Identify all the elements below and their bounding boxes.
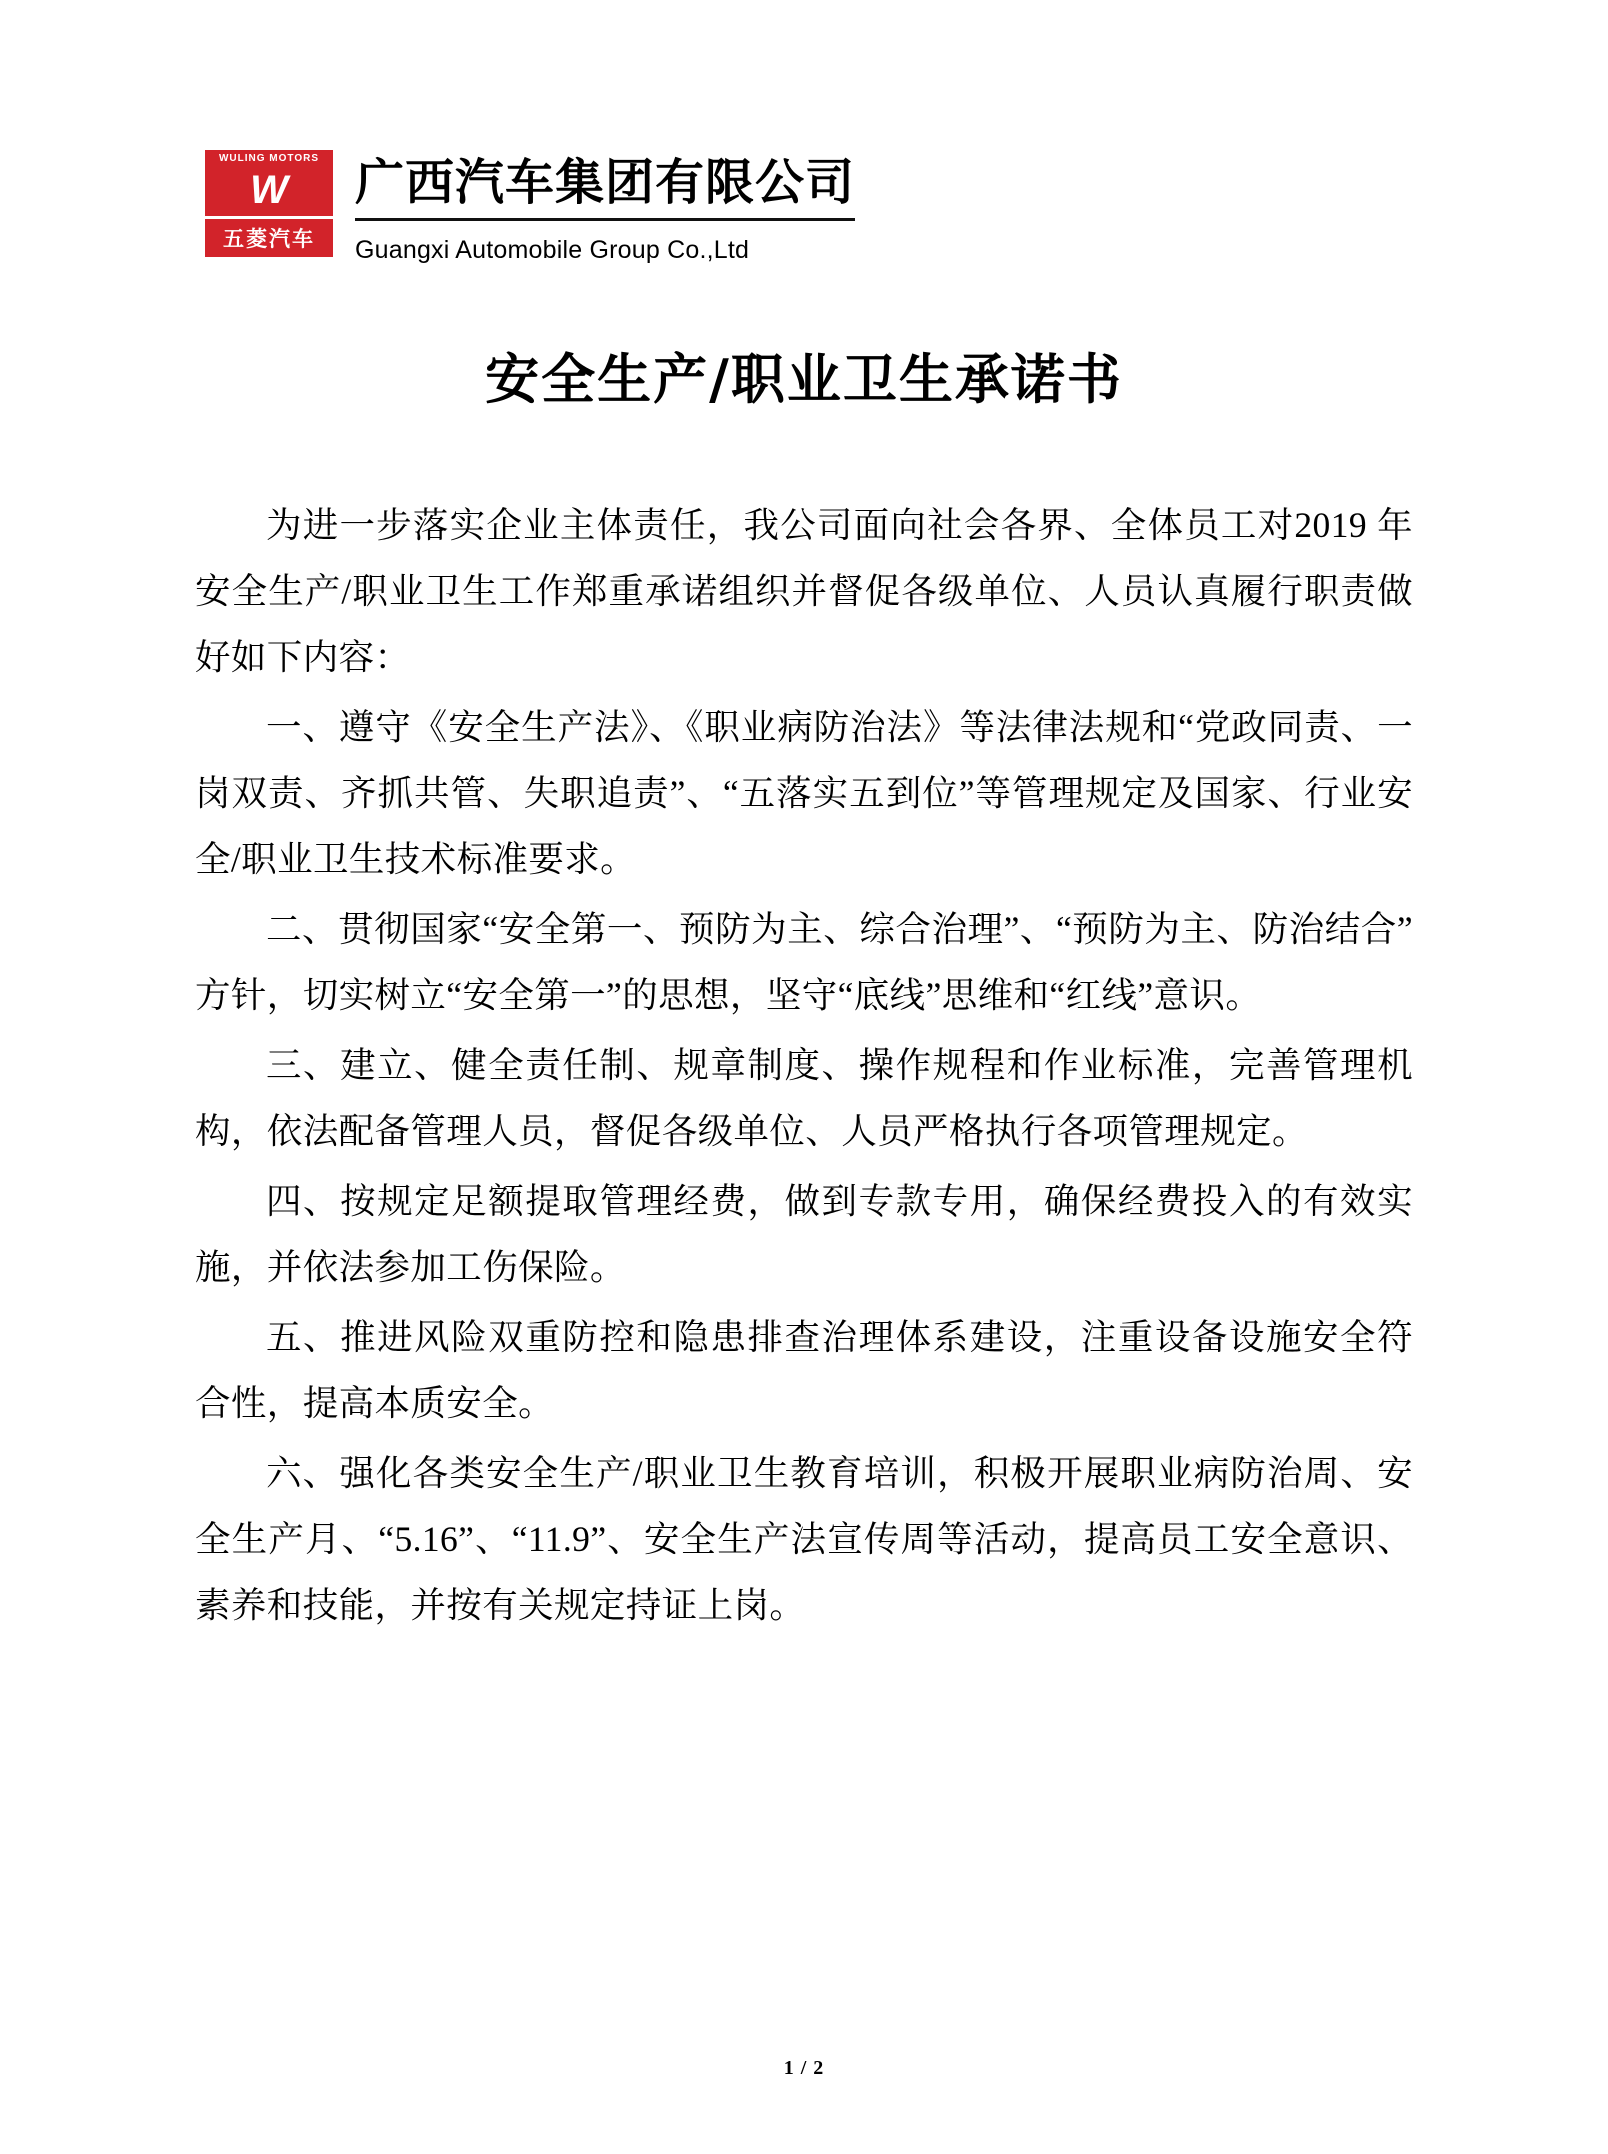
logo-emblem-icon — [205, 150, 333, 216]
wuling-logo — [205, 150, 333, 257]
document-body — [195, 492, 1413, 1638]
paragraph: 一、遵守《安全生产法》、《职业病防治法》等法律法规和“党政同责、一岗双责、齐抓共管、失职追责”、“五落实五到位”等管理规定及国家、行业安全/职业卫生技术标准要求。 — [195, 707, 1413, 879]
paragraph: 二、贯彻国家“安全第一、预防为主、综合治理”、“预防为主、防治结合”方针，切实树立“安全第一”的思想，坚守“底线”思维和“红线”意识。 — [195, 909, 1413, 1015]
paragraph: 三、建立、健全责任制、规章制度、操作规程和作业标准，完善管理机构，依法配备管理人员，督促各级单位、人员严格执行各项管理规定。 — [195, 1045, 1413, 1151]
letterhead — [205, 150, 1413, 267]
logo-brand-en: WULING MOTORS — [218, 153, 320, 164]
paragraph: 为进一步落实企业主体责任，我公司面向社会各界、全体员工对2019 年安全生产/职业卫生工作郑重承诺组织并督促各级单位、人员认真履行职责做好如下内容： — [195, 505, 1413, 677]
company-name-cn: 广西汽车集团有限公司 — [355, 152, 855, 221]
logo-w-icon: W — [250, 168, 288, 212]
paragraph: 四、按规定足额提取管理经费，做到专款专用，确保经费投入的有效实施，并依法参加工伤保险。 — [195, 1181, 1413, 1287]
logo-brand-cn: 五菱汽车 — [205, 219, 333, 257]
company-name-block — [355, 150, 855, 267]
paragraph: 五、推进风险双重防控和隐患排查治理体系建设，注重设备设施安全符合性，提高本质安全。 — [195, 1317, 1413, 1423]
page-number: 1 / 2 — [783, 2057, 825, 2079]
page-title: 安全生产/职业卫生承诺书 — [485, 347, 1123, 411]
paragraph: 六、强化各类安全生产/职业卫生教育培训，积极开展职业病防治周、安全生产月、“5.16”、“11.9”、安全生产法宣传周等活动，提高员工安全意识、素养和技能，并按有关规定持证上岗。 — [195, 1453, 1413, 1625]
company-name-en: Guangxi Automobile Group Co.,Ltd — [355, 236, 750, 264]
